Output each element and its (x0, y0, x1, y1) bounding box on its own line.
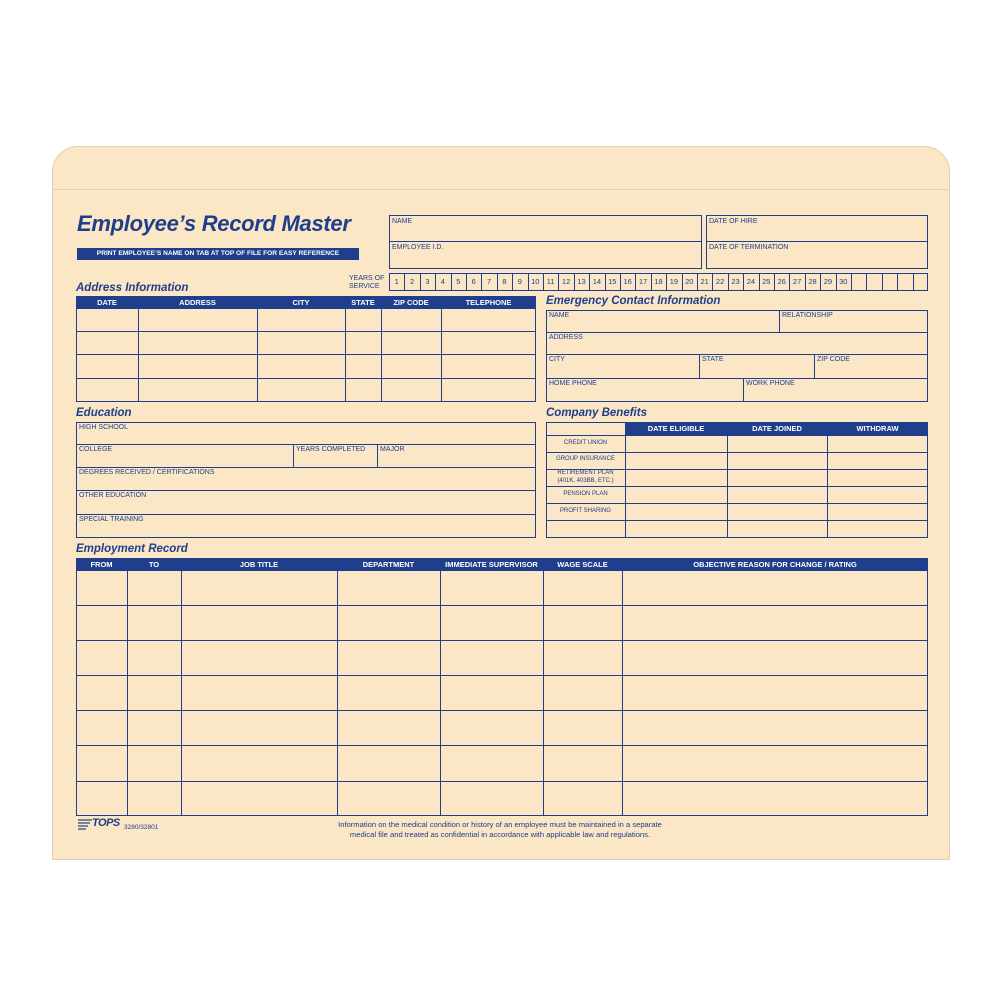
employment-row-divider (76, 745, 928, 746)
year-cell: 14 (592, 277, 602, 286)
employment-column-header: WAGE SCALE (557, 560, 608, 569)
tops-logo (78, 817, 126, 831)
year-cell: 16 (623, 277, 632, 286)
benefit-row-label: RETIREMENT PLAN (557, 470, 614, 476)
benefit-row-label: PENSION PLAN (563, 491, 608, 497)
year-cell: 24 (746, 277, 756, 286)
date-of-hire-label: DATE OF HIRE (709, 218, 758, 225)
year-cell: 22 (715, 277, 725, 286)
year-cell: 20 (685, 277, 694, 286)
year-cell: 3 (425, 277, 430, 286)
year-cell: 6 (471, 277, 476, 286)
address-column-header: ADDRESS (179, 298, 216, 307)
year-cell: 7 (487, 277, 492, 286)
benefits-column-header: DATE ELIGIBLE (647, 424, 705, 433)
emergency-work-phone-label: WORK PHONE (746, 380, 795, 387)
year-cell: 21 (700, 277, 709, 286)
address-column-header: CITY (292, 298, 310, 307)
year-cell: 5 (456, 277, 461, 286)
benefit-row-label: PROFIT SHARING (560, 508, 611, 514)
other-education-label: OTHER EDUCATION (79, 492, 147, 499)
year-cell: 25 (762, 277, 771, 286)
employment-row-divider (76, 781, 928, 782)
emergency-section-title: Emergency Contact Information (546, 295, 721, 307)
year-cell: 19 (669, 277, 679, 286)
year-cell: 18 (654, 277, 663, 286)
confidentiality-note-line-2: medical file and treated as confidential in accordance with applicable law and regulations. (349, 830, 651, 839)
employment-column-header: DEPARTMENT (362, 560, 415, 569)
address-column-divider (381, 296, 382, 402)
employment-row-divider (76, 640, 928, 641)
year-cell-divider (866, 273, 867, 291)
employment-column-header: JOB TITLE (239, 560, 279, 569)
confidentiality-note (250, 820, 750, 840)
education-table (76, 422, 536, 538)
address-column-divider (257, 296, 258, 402)
years-completed-label: YEARS COMPLETED (296, 446, 366, 453)
benefits-row-divider (546, 503, 928, 504)
employment-row-divider (76, 710, 928, 711)
year-cell: 26 (777, 277, 786, 286)
emergency-relationship-label: RELATIONSHIP (782, 312, 833, 319)
emergency-name-label: NAME (549, 312, 570, 319)
years-of-service-label-2: SERVICE (349, 283, 380, 290)
benefits-row-divider (546, 486, 928, 487)
employment-column-divider (622, 558, 623, 816)
emergency-address-label: ADDRESS (549, 334, 583, 341)
employee-id-field-label: EMPLOYEE I.D. (392, 244, 444, 251)
emergency-state-label: STATE (702, 356, 724, 363)
year-cell: 23 (731, 277, 740, 286)
address-row-divider (76, 354, 536, 355)
employment-row-divider (76, 675, 928, 676)
subtitle-text: PRINT EMPLOYEE’S NAME ON TAB AT TOP OF FILE FOR EASY REFERENCE (96, 250, 340, 257)
address-row-divider (76, 331, 536, 332)
year-cell: 4 (440, 277, 445, 286)
year-cell-divider (897, 273, 898, 291)
special-training-label: SPECIAL TRAINING (79, 516, 144, 523)
year-cell: 10 (531, 277, 540, 286)
employment-column-header: FROM (90, 560, 113, 569)
address-row-divider (76, 378, 536, 379)
high-school-label: HIGH SCHOOL (79, 424, 129, 431)
employment-section-title: Employment Record (76, 543, 188, 555)
college-label: COLLEGE (79, 446, 113, 453)
emergency-zip-label: ZIP CODE (817, 356, 850, 363)
employment-column-divider (543, 558, 544, 816)
name-id-box (389, 215, 702, 269)
address-column-divider (138, 296, 139, 402)
employment-row-divider (76, 605, 928, 606)
year-cell: 27 (792, 277, 802, 286)
year-cell: 12 (561, 277, 571, 286)
confidentiality-note-line-1: Information on the medical condition or history of an employee must be maintained in a separate (338, 820, 662, 829)
employment-column-header: IMMEDIATE SUPERVISOR (445, 560, 538, 569)
product-code: 3280/32801 (124, 824, 159, 831)
benefits-column-header: WITHDRAW (856, 424, 899, 433)
year-cell: 11 (546, 277, 555, 286)
years-of-service-label-1: YEARS OF (349, 275, 385, 282)
employment-column-header: OBJECTIVE REASON FOR CHANGE / RATING (693, 560, 857, 569)
year-cell: 9 (517, 277, 522, 286)
address-section-title: Address Information (76, 282, 189, 294)
form-title: Employee’s Record Master (77, 211, 351, 236)
tops-brand-text: TOPS (92, 817, 120, 829)
address-column-divider (345, 296, 346, 402)
address-table (76, 296, 536, 402)
address-column-header: STATE (351, 298, 375, 307)
year-cell: 30 (839, 277, 848, 286)
year-cell: 1 (394, 277, 399, 286)
year-cell: 28 (808, 277, 817, 286)
benefits-row-divider (546, 435, 928, 436)
address-column-header: ZIP CODE (393, 298, 429, 307)
emergency-table (546, 310, 928, 402)
year-cell: 17 (638, 277, 648, 286)
benefits-row-divider (546, 452, 928, 453)
date-of-termination-label: DATE OF TERMINATION (709, 244, 789, 251)
employment-column-divider (337, 558, 338, 816)
address-column-divider (441, 296, 442, 402)
emergency-home-phone-label: HOME PHONE (549, 380, 597, 387)
degrees-label: DEGREES RECEIVED / CERTIFICATIONS (79, 469, 215, 476)
education-section-title: Education (76, 407, 132, 419)
year-cell: 13 (577, 277, 586, 286)
employment-column-divider (181, 558, 182, 816)
year-cell: 15 (608, 277, 617, 286)
employment-table (76, 558, 928, 816)
benefits-row-divider (546, 520, 928, 521)
employment-column-header: TO (148, 560, 160, 569)
benefits-column-header: DATE JOINED (752, 424, 802, 433)
name-field-label: NAME (392, 218, 413, 225)
address-column-header: TELEPHONE (465, 298, 512, 307)
benefit-row-label: (401K, 403BB, ETC.) (557, 478, 614, 484)
year-cell-divider (882, 273, 883, 291)
benefits-section-title: Company Benefits (546, 407, 647, 419)
year-cell: 8 (502, 277, 507, 286)
benefit-row-label: GROUP INSURANCE (556, 456, 615, 462)
address-column-header: DATE (97, 298, 117, 307)
year-cell: 2 (410, 277, 415, 286)
folder-tab-line (52, 189, 950, 190)
year-cell-divider (851, 273, 852, 291)
subtitle-banner (77, 248, 359, 260)
employment-column-divider (127, 558, 128, 816)
major-label: MAJOR (380, 446, 405, 453)
emergency-city-label: CITY (549, 356, 565, 363)
employment-column-divider (440, 558, 441, 816)
year-cell: 29 (823, 277, 833, 286)
benefit-row-label: CREDIT UNION (563, 440, 608, 446)
year-cell-divider (913, 273, 914, 291)
